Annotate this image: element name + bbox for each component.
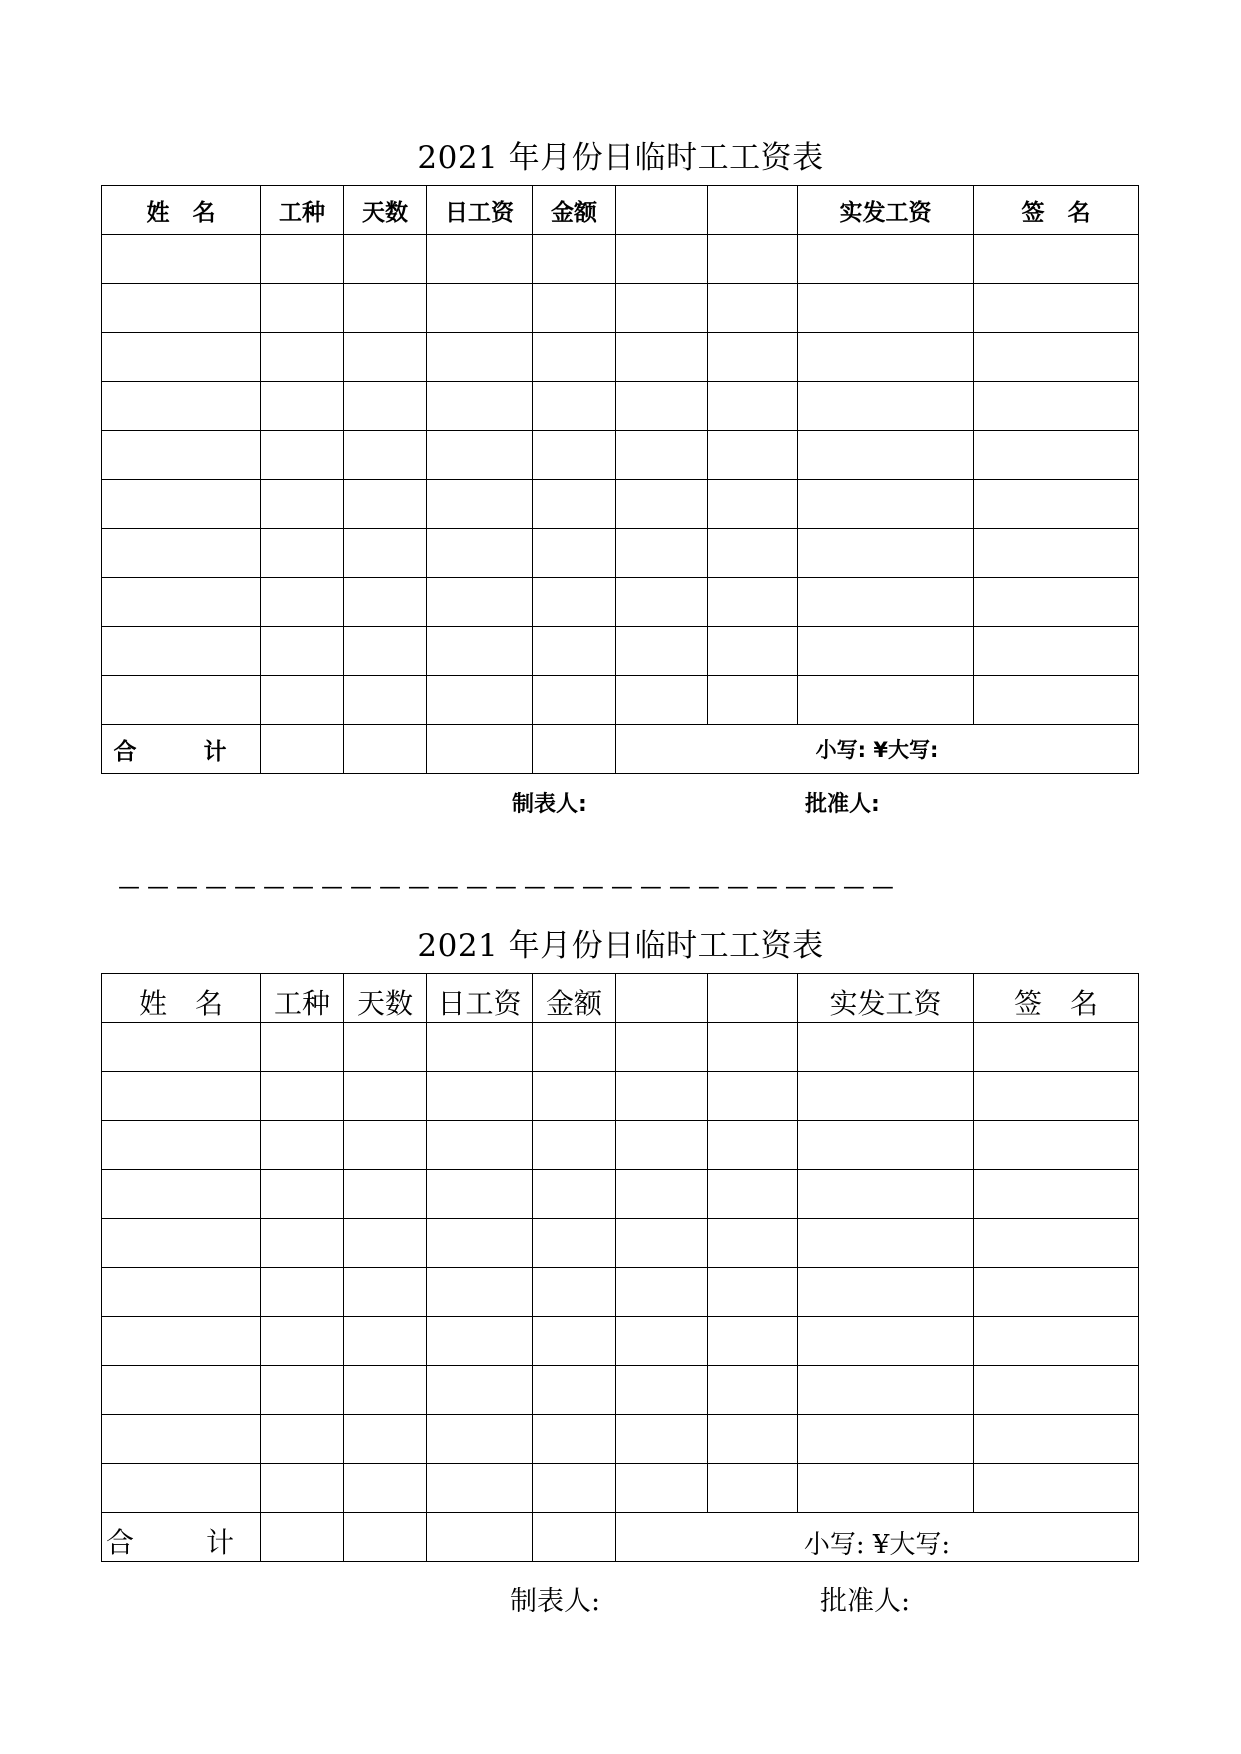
header-days: 天数 xyxy=(344,186,427,235)
table-cell[interactable] xyxy=(427,1170,533,1219)
table-cell[interactable] xyxy=(102,1170,261,1219)
table-cell[interactable] xyxy=(427,578,533,627)
table-cell[interactable] xyxy=(261,529,344,578)
table-row xyxy=(102,1268,1139,1317)
total-cell[interactable] xyxy=(427,725,533,774)
table-cell[interactable] xyxy=(974,676,1139,725)
table-cell[interactable] xyxy=(798,235,974,284)
form-2-approver-label: 批准人: xyxy=(820,1586,911,1617)
table-cell[interactable] xyxy=(344,1023,427,1072)
table-cell[interactable] xyxy=(427,1072,533,1121)
table-cell[interactable] xyxy=(708,1121,798,1170)
table-cell[interactable] xyxy=(102,333,261,382)
table-cell[interactable] xyxy=(616,676,708,725)
table-cell[interactable] xyxy=(533,431,616,480)
form-2-title: 2021 年月份日临时工工资表 xyxy=(417,928,824,964)
table-cell[interactable] xyxy=(102,1121,261,1170)
table-cell[interactable] xyxy=(798,627,974,676)
table-row xyxy=(102,1415,1139,1464)
total-cell[interactable] xyxy=(427,1513,533,1562)
table-cell[interactable] xyxy=(102,1366,261,1415)
table-cell[interactable] xyxy=(798,1415,974,1464)
table-cell[interactable] xyxy=(261,1170,344,1219)
table-cell[interactable] xyxy=(102,1023,261,1072)
table-cell[interactable] xyxy=(533,1464,616,1513)
table-cell[interactable] xyxy=(261,431,344,480)
total-cell[interactable] xyxy=(533,725,616,774)
table-cell[interactable] xyxy=(974,1268,1139,1317)
table-cell[interactable] xyxy=(974,627,1139,676)
header-amount: 金额 xyxy=(533,974,616,1023)
table-cell[interactable] xyxy=(102,1072,261,1121)
table-cell[interactable] xyxy=(798,382,974,431)
table-cell[interactable] xyxy=(427,676,533,725)
header-signature: 签 名 xyxy=(974,974,1139,1023)
table-cell[interactable] xyxy=(708,676,798,725)
table-cell[interactable] xyxy=(102,529,261,578)
table-cell[interactable] xyxy=(261,578,344,627)
form-2-body xyxy=(102,1023,1139,1513)
table-cell[interactable] xyxy=(261,1464,344,1513)
table-cell[interactable] xyxy=(798,1170,974,1219)
table-cell[interactable] xyxy=(974,1121,1139,1170)
table-row xyxy=(102,676,1139,725)
table-row xyxy=(102,1317,1139,1366)
table-cell[interactable] xyxy=(533,676,616,725)
table-cell[interactable] xyxy=(708,284,798,333)
table-cell[interactable] xyxy=(616,1366,708,1415)
table-cell[interactable] xyxy=(533,578,616,627)
header-days: 天数 xyxy=(344,974,427,1023)
table-cell[interactable] xyxy=(798,1219,974,1268)
table-cell[interactable] xyxy=(616,1072,708,1121)
table-cell[interactable] xyxy=(708,1023,798,1072)
table-cell[interactable] xyxy=(261,676,344,725)
table-cell[interactable] xyxy=(533,284,616,333)
header-name: 姓 名 xyxy=(102,186,261,235)
table-cell[interactable] xyxy=(974,1366,1139,1415)
header-blank-1 xyxy=(616,974,708,1023)
table-cell[interactable] xyxy=(798,480,974,529)
table-row xyxy=(102,382,1139,431)
table-cell[interactable] xyxy=(708,480,798,529)
header-daily-wage: 日工资 xyxy=(427,974,533,1023)
table-cell[interactable] xyxy=(261,1366,344,1415)
table-cell[interactable] xyxy=(798,1366,974,1415)
table-cell[interactable] xyxy=(102,284,261,333)
table-cell[interactable] xyxy=(261,1023,344,1072)
table-cell[interactable] xyxy=(708,578,798,627)
table-cell[interactable] xyxy=(102,431,261,480)
table-cell[interactable] xyxy=(427,529,533,578)
table-cell[interactable] xyxy=(798,1268,974,1317)
table-row xyxy=(102,1170,1139,1219)
table-cell[interactable] xyxy=(261,1121,344,1170)
table-cell[interactable] xyxy=(533,480,616,529)
form-1-wage-table xyxy=(101,185,1139,774)
table-cell[interactable] xyxy=(533,1317,616,1366)
table-cell[interactable] xyxy=(974,1023,1139,1072)
table-cell[interactable] xyxy=(102,627,261,676)
table-cell[interactable] xyxy=(427,431,533,480)
table-row xyxy=(102,480,1139,529)
header-job-type: 工种 xyxy=(261,186,344,235)
table-cell[interactable] xyxy=(102,1317,261,1366)
table-cell[interactable] xyxy=(344,235,427,284)
table-cell[interactable] xyxy=(344,1317,427,1366)
table-cell[interactable] xyxy=(427,480,533,529)
table-cell[interactable] xyxy=(261,1415,344,1464)
table-row xyxy=(102,1121,1139,1170)
table-row xyxy=(102,284,1139,333)
table-cell[interactable] xyxy=(708,529,798,578)
table-cell[interactable] xyxy=(427,1219,533,1268)
table-cell[interactable] xyxy=(533,1170,616,1219)
table-cell[interactable] xyxy=(974,1464,1139,1513)
header-signature: 签 名 xyxy=(974,186,1139,235)
table-cell[interactable] xyxy=(616,1317,708,1366)
table-cell[interactable] xyxy=(102,382,261,431)
table-cell[interactable] xyxy=(427,1023,533,1072)
table-cell[interactable] xyxy=(616,235,708,284)
table-cell[interactable] xyxy=(974,480,1139,529)
table-cell[interactable] xyxy=(974,1415,1139,1464)
table-cell[interactable] xyxy=(344,529,427,578)
table-cell[interactable] xyxy=(708,1366,798,1415)
total-label: 合 计 xyxy=(102,1513,261,1562)
table-cell[interactable] xyxy=(427,1121,533,1170)
total-cell[interactable] xyxy=(344,725,427,774)
table-cell[interactable] xyxy=(708,1072,798,1121)
table-row xyxy=(102,627,1139,676)
table-row xyxy=(102,578,1139,627)
table-cell[interactable] xyxy=(344,627,427,676)
table-cell[interactable] xyxy=(427,1366,533,1415)
table-cell[interactable] xyxy=(533,1121,616,1170)
table-cell[interactable] xyxy=(798,1072,974,1121)
header-net-pay: 实发工资 xyxy=(798,186,974,235)
table-cell[interactable] xyxy=(616,382,708,431)
table-cell[interactable] xyxy=(344,382,427,431)
table-cell[interactable] xyxy=(261,235,344,284)
table-cell[interactable] xyxy=(616,1268,708,1317)
table-cell[interactable] xyxy=(261,284,344,333)
table-cell[interactable] xyxy=(798,333,974,382)
table-cell[interactable] xyxy=(708,1415,798,1464)
table-cell[interactable] xyxy=(798,529,974,578)
form-2-preparer-label: 制表人: xyxy=(510,1586,601,1617)
table-cell[interactable] xyxy=(974,431,1139,480)
table-cell[interactable] xyxy=(616,284,708,333)
total-row xyxy=(102,1513,1139,1562)
table-cell[interactable] xyxy=(533,1366,616,1415)
table-cell[interactable] xyxy=(344,1170,427,1219)
table-cell[interactable] xyxy=(102,1415,261,1464)
table-cell[interactable] xyxy=(974,333,1139,382)
table-cell[interactable] xyxy=(974,529,1139,578)
table-cell[interactable] xyxy=(974,284,1139,333)
table-cell[interactable] xyxy=(102,235,261,284)
table-cell[interactable] xyxy=(261,627,344,676)
table-cell[interactable] xyxy=(261,480,344,529)
table-cell[interactable] xyxy=(344,1121,427,1170)
table-cell[interactable] xyxy=(344,578,427,627)
table-cell[interactable] xyxy=(344,1415,427,1464)
table-cell[interactable] xyxy=(708,627,798,676)
amount-in-words[interactable]: 小写: ¥大写: xyxy=(616,1513,1139,1562)
form-1-preparer-label: 制表人: xyxy=(512,792,587,817)
table-row xyxy=(102,1023,1139,1072)
table-cell[interactable] xyxy=(533,1219,616,1268)
table-cell[interactable] xyxy=(102,676,261,725)
table-cell[interactable] xyxy=(974,578,1139,627)
table-cell[interactable] xyxy=(798,1023,974,1072)
form-1-title: 2021 年月份日临时工工资表 xyxy=(417,140,824,176)
total-cell[interactable] xyxy=(261,1513,344,1562)
table-cell[interactable] xyxy=(974,1170,1139,1219)
table-cell[interactable] xyxy=(616,1023,708,1072)
table-cell[interactable] xyxy=(798,1317,974,1366)
table-cell[interactable] xyxy=(102,578,261,627)
header-blank-2 xyxy=(708,186,798,235)
table-cell[interactable] xyxy=(261,333,344,382)
table-cell[interactable] xyxy=(974,1072,1139,1121)
table-cell[interactable] xyxy=(708,382,798,431)
table-row xyxy=(102,529,1139,578)
table-cell[interactable] xyxy=(533,382,616,431)
header-net-pay: 实发工资 xyxy=(798,974,974,1023)
table-cell[interactable] xyxy=(533,529,616,578)
table-cell[interactable] xyxy=(798,1121,974,1170)
table-cell[interactable] xyxy=(344,431,427,480)
form-1-body xyxy=(102,235,1139,725)
table-row xyxy=(102,333,1139,382)
total-cell[interactable] xyxy=(533,1513,616,1562)
table-cell[interactable] xyxy=(427,627,533,676)
header-row xyxy=(102,186,1139,235)
table-cell[interactable] xyxy=(344,284,427,333)
table-cell[interactable] xyxy=(616,1121,708,1170)
table-cell[interactable] xyxy=(798,1464,974,1513)
table-cell[interactable] xyxy=(798,431,974,480)
table-cell[interactable] xyxy=(533,1072,616,1121)
table-cell[interactable] xyxy=(261,1072,344,1121)
table-cell[interactable] xyxy=(798,578,974,627)
table-cell[interactable] xyxy=(616,578,708,627)
table-cell[interactable] xyxy=(798,676,974,725)
table-cell[interactable] xyxy=(344,1268,427,1317)
table-cell[interactable] xyxy=(708,1170,798,1219)
table-cell[interactable] xyxy=(261,1317,344,1366)
table-cell[interactable] xyxy=(616,1219,708,1268)
table-cell[interactable] xyxy=(616,1170,708,1219)
total-label: 合 计 xyxy=(102,725,261,774)
table-cell[interactable] xyxy=(261,382,344,431)
header-job-type: 工种 xyxy=(261,974,344,1023)
table-cell[interactable] xyxy=(708,1219,798,1268)
table-cell[interactable] xyxy=(102,1464,261,1513)
table-row xyxy=(102,235,1139,284)
table-cell[interactable] xyxy=(616,333,708,382)
table-cell[interactable] xyxy=(533,1268,616,1317)
table-cell[interactable] xyxy=(533,627,616,676)
table-cell[interactable] xyxy=(708,1268,798,1317)
total-cell[interactable] xyxy=(261,725,344,774)
table-cell[interactable] xyxy=(974,1219,1139,1268)
table-row xyxy=(102,1366,1139,1415)
table-cell[interactable] xyxy=(261,1219,344,1268)
table-cell[interactable] xyxy=(427,1317,533,1366)
table-row xyxy=(102,1072,1139,1121)
table-cell[interactable] xyxy=(344,1072,427,1121)
table-cell[interactable] xyxy=(616,1415,708,1464)
table-cell[interactable] xyxy=(974,1317,1139,1366)
table-cell[interactable] xyxy=(798,284,974,333)
table-cell[interactable] xyxy=(344,480,427,529)
table-cell[interactable] xyxy=(974,382,1139,431)
table-cell[interactable] xyxy=(974,235,1139,284)
table-cell[interactable] xyxy=(427,235,533,284)
table-cell[interactable] xyxy=(344,333,427,382)
table-cell[interactable] xyxy=(344,1464,427,1513)
form-1-approver-label: 批准人: xyxy=(805,792,880,817)
table-cell[interactable] xyxy=(616,529,708,578)
table-cell[interactable] xyxy=(344,676,427,725)
table-cell[interactable] xyxy=(427,333,533,382)
table-cell[interactable] xyxy=(344,1219,427,1268)
table-cell[interactable] xyxy=(708,235,798,284)
table-cell[interactable] xyxy=(616,1464,708,1513)
total-row xyxy=(102,725,1139,774)
table-row xyxy=(102,1464,1139,1513)
table-cell[interactable] xyxy=(708,431,798,480)
header-blank-2 xyxy=(708,974,798,1023)
table-cell[interactable] xyxy=(427,1464,533,1513)
header-daily-wage: 日工资 xyxy=(427,186,533,235)
table-cell[interactable] xyxy=(102,480,261,529)
table-cell[interactable] xyxy=(533,333,616,382)
table-cell[interactable] xyxy=(533,235,616,284)
table-cell[interactable] xyxy=(427,1268,533,1317)
table-cell[interactable] xyxy=(616,431,708,480)
form-2-wage-table xyxy=(101,973,1139,1562)
table-cell[interactable] xyxy=(533,1415,616,1464)
table-row xyxy=(102,431,1139,480)
header-row xyxy=(102,974,1139,1023)
total-cell[interactable] xyxy=(344,1513,427,1562)
table-cell[interactable] xyxy=(616,480,708,529)
table-cell[interactable] xyxy=(427,284,533,333)
table-cell[interactable] xyxy=(708,1464,798,1513)
header-amount: 金额 xyxy=(533,186,616,235)
table-cell[interactable] xyxy=(427,1415,533,1464)
cut-line: — — — — — — — — — — — — — — — — — — — — — — — — — — — xyxy=(118,875,894,900)
table-cell[interactable] xyxy=(102,1219,261,1268)
header-blank-1 xyxy=(616,186,708,235)
table-row xyxy=(102,1219,1139,1268)
table-cell[interactable] xyxy=(708,1317,798,1366)
table-cell[interactable] xyxy=(616,627,708,676)
table-cell[interactable] xyxy=(102,1268,261,1317)
table-cell[interactable] xyxy=(533,1023,616,1072)
table-cell[interactable] xyxy=(708,333,798,382)
table-cell[interactable] xyxy=(427,382,533,431)
table-cell[interactable] xyxy=(261,1268,344,1317)
amount-in-words[interactable]: 小写: ¥大写: xyxy=(616,725,1139,774)
header-name: 姓 名 xyxy=(102,974,261,1023)
table-cell[interactable] xyxy=(344,1366,427,1415)
